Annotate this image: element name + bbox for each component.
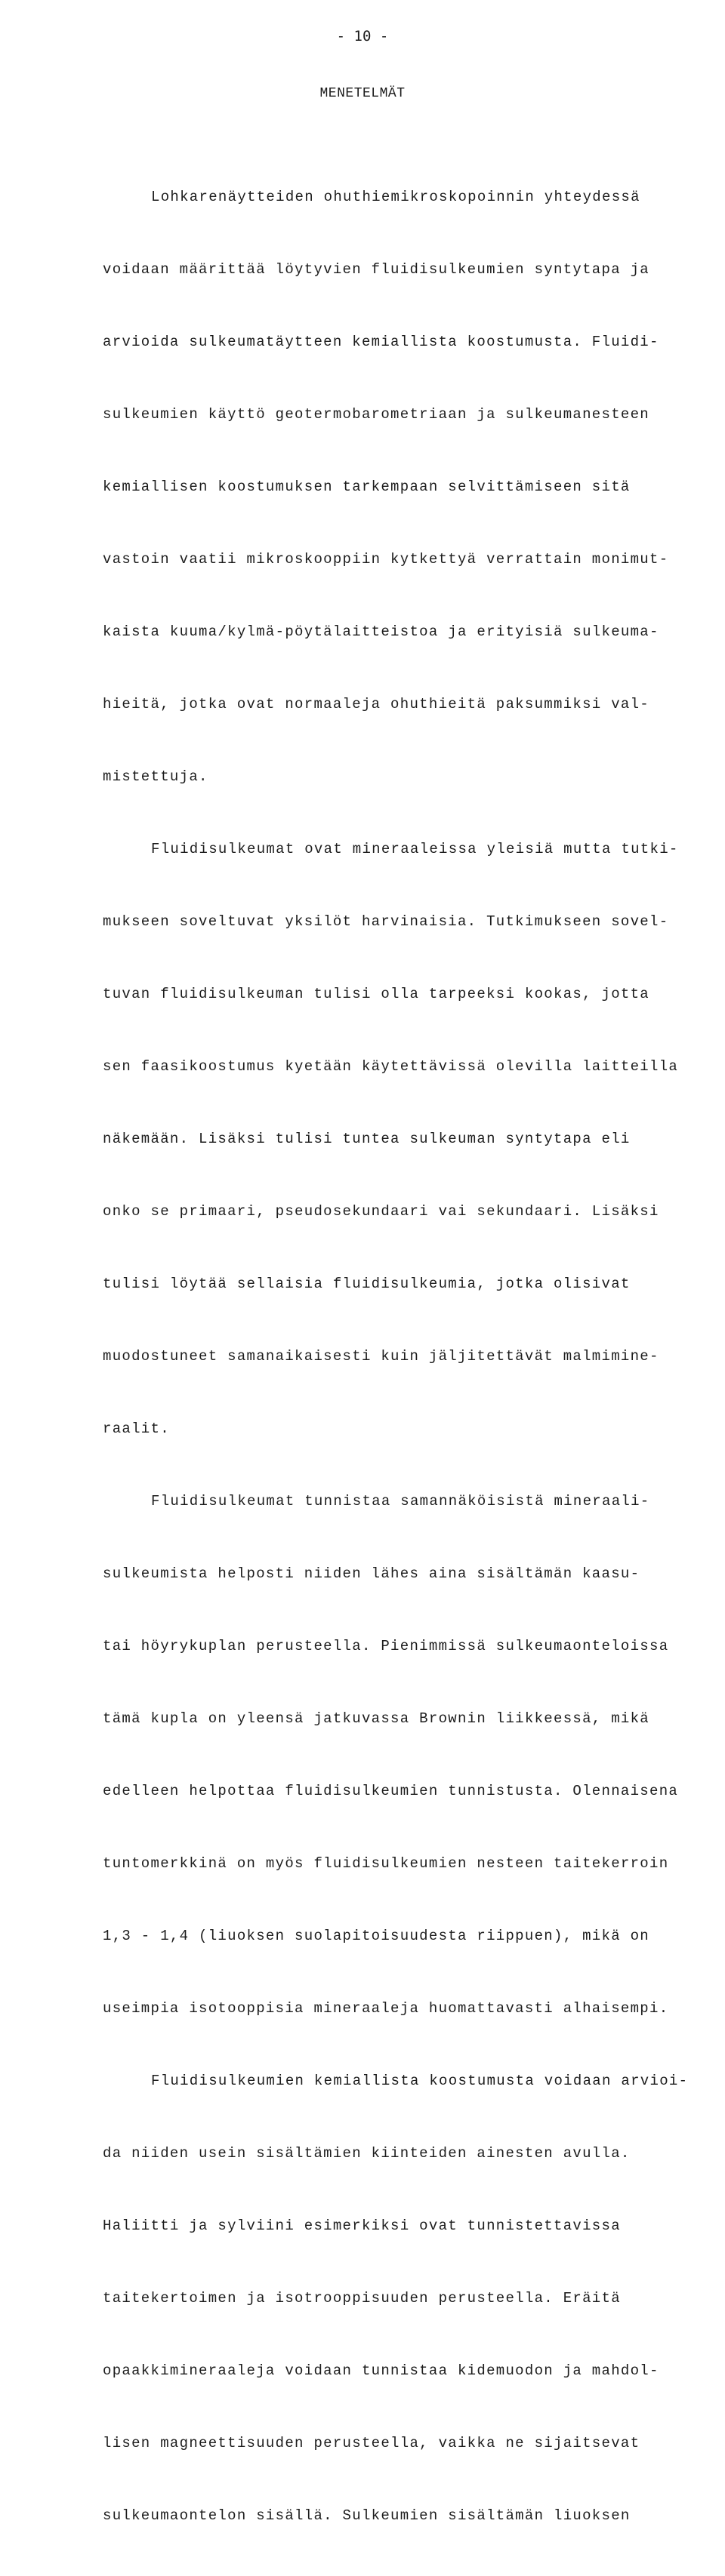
text-line: sulkeumista helposti niiden lähes aina sisältämän kaasu- (103, 1565, 640, 1582)
text-line: tuvan fluidisulkeuman tulisi olla tarpeeksi kookas, jotta (103, 986, 650, 1002)
text-line: sulkeumien käyttö geotermobarometriaan ja sulkeumanesteen (103, 406, 650, 423)
text-line: kemiallisen koostumuksen tarkempaan selvittämiseen sitä (103, 479, 631, 495)
text-line: Fluidisulkeumat ovat mineraaleissa yleisiä mutta tutki- (151, 841, 679, 857)
text-line: sulkeumaontelon sisällä. Sulkeumien sisältämän liuoksen (103, 2507, 631, 2524)
text-line: 1,3 - 1,4 (liuoksen suolapitoisuudesta riippuen), mikä on (103, 1928, 650, 1944)
text-line: tuntomerkkinä on myös fluidisulkeumien nesteen taitekerroin (103, 1855, 669, 1872)
text-line: voidaan määrittää löytyvien fluidisulkeumien syntytapa ja (103, 261, 650, 278)
text-line: arvioida sulkeumatäytteen kemiallista koostumusta. Fluidi- (103, 334, 659, 350)
text-line: hieitä, jotka ovat normaaleja ohuthieitä paksummiksi val- (103, 696, 650, 712)
text-line: mistettuja. (103, 768, 208, 785)
text-line: lisen magneettisuuden perusteella, vaikka ne sijaitsevat (103, 2435, 640, 2451)
text-line: edelleen helpottaa fluidisulkeumien tunnistusta. Olennaisena (103, 1783, 679, 1799)
text-line: useimpia isotooppisia mineraaleja huomattavasti alhaisempi. (103, 2000, 669, 2017)
body-text (103, 137, 707, 2576)
text-line: taitekertoimen ja isotrooppisuuden perusteella. Eräitä (103, 2290, 621, 2307)
page-number: - 10 - (336, 28, 389, 45)
text-line: Fluidisulkeumien kemiallista koostumusta voidaan arvioi- (151, 2073, 689, 2089)
text-line: näkemään. Lisäksi tulisi tuntea sulkeuman syntytapa eli (103, 1131, 631, 1147)
text-line: tämä kupla on yleensä jatkuvassa Brownin liikkeessä, mikä (103, 1710, 650, 1727)
text-line: Fluidisulkeumat tunnistaa samannäköisistä mineraali- (151, 1493, 650, 1510)
text-line: Haliitti ja sylviini esimerkiksi ovat tunnistettavissa (103, 2217, 621, 2234)
text-line: onko se primaari, pseudosekundaari vai sekundaari. Lisäksi (103, 1203, 659, 1220)
text-line: mukseen soveltuvat yksilöt harvinaisia. Tutkimukseen sovel- (103, 913, 669, 930)
text-line: kaista kuuma/kylmä-pöytälaitteistoa ja erityisiä sulkeuma- (103, 623, 659, 640)
text-line: raalit. (103, 1420, 170, 1437)
text-line: tai höyrykuplan perusteella. Pienimmissä sulkeumaonteloissa (103, 1638, 669, 1654)
text-line: muodostuneet samanaikaisesti kuin jäljitettävät malmimine- (103, 1348, 659, 1365)
text-line: opaakkimineraaleja voidaan tunnistaa kidemuodon ja mahdol- (103, 2362, 659, 2379)
text-line: vastoin vaatii mikroskooppiin kytkettyä verrattain monimut- (103, 551, 669, 568)
text-line: da niiden usein sisältämien kiinteiden ainesten avulla. (103, 2145, 631, 2162)
text-line: sen faasikoostumus kyetään käytettävissä olevilla laitteilla (103, 1058, 679, 1075)
text-line: Lohkarenäytteiden ohuthiemikroskopoinnin yhteydessä (151, 189, 640, 205)
section-heading: MENETELMÄT (319, 86, 406, 101)
text-line: tulisi löytää sellaisia fluidisulkeumia, jotka olisivat (103, 1276, 631, 1292)
